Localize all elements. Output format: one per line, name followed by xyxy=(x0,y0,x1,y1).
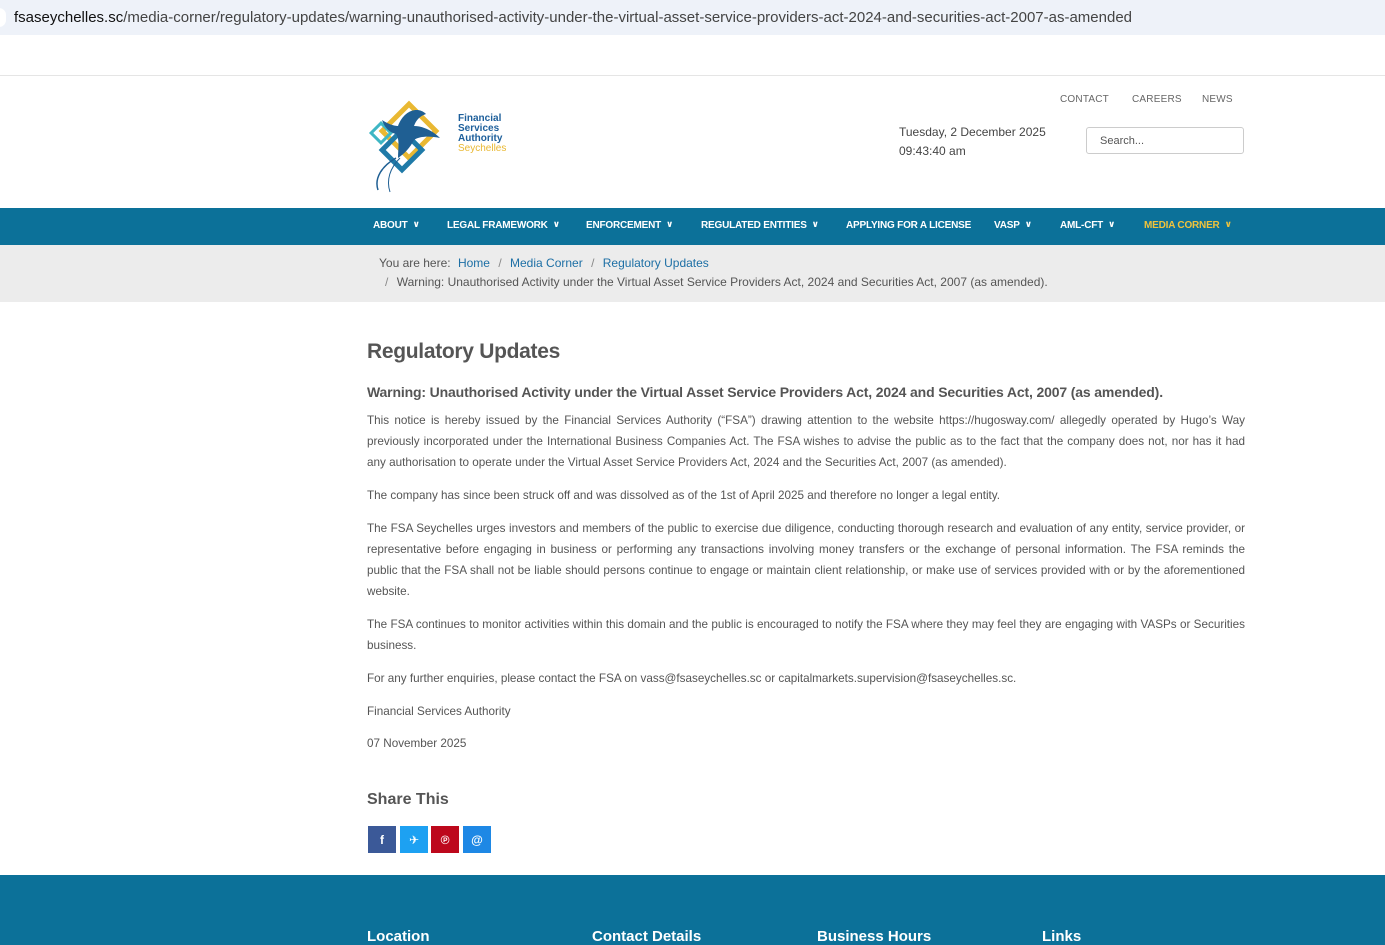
chevron-down-icon: ∨ xyxy=(1224,219,1232,229)
header-divider xyxy=(0,75,1385,76)
article-paragraph: The company has since been struck off and was dissolved as of the 1st of April 2025 and therefore no longer a legal entity. xyxy=(367,489,1001,502)
top-link-careers[interactable]: CAREERS xyxy=(1132,94,1182,105)
nav-item-media-corner[interactable] xyxy=(1144,220,1232,231)
footer-heading-contact-details: Contact Details xyxy=(592,928,702,945)
url-host: fsaseychelles.sc xyxy=(14,9,124,26)
nav-label: ABOUT xyxy=(373,220,408,231)
chevron-down-icon: ∨ xyxy=(811,219,819,229)
breadcrumb-current: Warning: Unauthorised Activity under the Virtual Asset Service Providers Act, 2024 and Securities Act, 2007 (as amended). xyxy=(396,275,1048,289)
article-paragraph: The FSA continues to monitor activities within this domain and the public is encouraged to notify the FSA where they may feel they are engaging with VASPs or Securities business. xyxy=(367,618,1245,652)
chevron-down-icon: ∨ xyxy=(1108,219,1116,229)
logo-line-2: Services xyxy=(458,123,500,134)
page-title: Regulatory Updates xyxy=(367,340,560,363)
breadcrumb xyxy=(0,245,1385,302)
footer-heading-links: Links xyxy=(1042,928,1082,945)
article-signature: Financial Services Authority xyxy=(367,705,511,718)
nav-item-about[interactable] xyxy=(373,220,420,231)
nav-label: REGULATED ENTITIES xyxy=(701,220,807,231)
logo-line-4: Seychelles xyxy=(458,143,507,154)
top-link-contact[interactable]: CONTACT xyxy=(1060,94,1109,105)
share-email-button[interactable] xyxy=(463,826,491,853)
nav-label: LEGAL FRAMEWORK xyxy=(447,220,548,231)
breadcrumb-separator: / xyxy=(591,256,595,270)
current-datetime xyxy=(899,123,1046,161)
share-pinterest-button[interactable] xyxy=(431,826,459,853)
footer-heading-business-hours: Business Hours xyxy=(817,928,932,945)
share-facebook-button[interactable] xyxy=(368,826,396,853)
logo-line-1: Financial xyxy=(458,113,502,124)
nav-item-regulated-entities[interactable] xyxy=(701,220,819,231)
nav-label: MEDIA CORNER xyxy=(1144,220,1220,231)
article-paragraph: The FSA Seychelles urges investors and members of the public to exercise due diligence, conducting thorough research and evaluation of any entity, service provider, or representative before engaging in business or performing any transactions involving money transfers or the exchange of personal information. The FSA reminds the public that the FSA shall not be liable should persons continue to engage or maintain client relationship, or make use of services provided with or by the aforementioned website. xyxy=(367,522,1245,598)
chevron-down-icon: ∨ xyxy=(552,219,560,229)
address-bar-url[interactable] xyxy=(14,9,1132,26)
nav-label: AML-CFT xyxy=(1060,220,1104,231)
nav-label: VASP xyxy=(994,220,1020,231)
twitter-icon: ✈ xyxy=(408,832,420,847)
breadcrumb-separator: / xyxy=(498,256,502,270)
logo-line-3: Authority xyxy=(458,133,503,144)
main-navigation xyxy=(0,208,1385,245)
breadcrumb-line-1 xyxy=(379,256,709,270)
nav-item-aml-cft[interactable] xyxy=(1060,220,1115,231)
share-twitter-button[interactable] xyxy=(400,826,428,853)
nav-item-vasp[interactable] xyxy=(994,220,1032,231)
chevron-down-icon: ∨ xyxy=(666,219,674,229)
site-footer xyxy=(0,875,1385,945)
url-path: /media-corner/regulatory-updates/warning-unauthorised-activity-under-the-virtual-asset-service-providers-act-2024-and-securities-act-2007-as-amended xyxy=(123,9,1133,26)
chevron-down-icon: ∨ xyxy=(412,219,420,229)
article-title: Warning: Unauthorised Activity under the Virtual Asset Service Providers Act, 2024 and Securities Act, 2007 (as amended). xyxy=(367,384,1163,400)
share-title: Share This xyxy=(367,791,449,808)
nav-label: ENFORCEMENT xyxy=(586,220,662,231)
article-date: 07 November 2025 xyxy=(367,737,467,750)
current-date: Tuesday, 2 December 2025 xyxy=(899,125,1046,139)
breadcrumb-prefix: You are here: xyxy=(379,256,451,270)
breadcrumb-media-corner[interactable]: Media Corner xyxy=(510,256,583,270)
breadcrumb-line-2 xyxy=(385,275,1048,289)
nav-label: APPLYING FOR A LICENSE xyxy=(846,220,972,231)
nav-item-enforcement[interactable] xyxy=(586,220,673,231)
breadcrumb-regulatory-updates[interactable]: Regulatory Updates xyxy=(602,256,709,270)
email-icon: @ xyxy=(471,832,483,847)
article-paragraph: For any further enquiries, please contact the FSA on vass@fsaseychelles.sc or capitalmarkets.supervision@fsaseychelles.sc. xyxy=(367,672,1017,685)
browser-address-bar[interactable] xyxy=(0,0,1385,35)
top-link-news[interactable]: NEWS xyxy=(1202,94,1233,105)
article-paragraph: This notice is hereby issued by the Financial Services Authority (“FSA”) drawing attention to the website https://hugosway.com/ allegedly operated by Hugo’s Way previously incorporated under the International Business Companies Act. The FSA wishes to advise the public as to the fact that the company does not, nor has it had any authorisation to operate under the Virtual Asset Service Providers Act, 2024 and the Securities Act, 2007 (as amended). xyxy=(367,414,1245,469)
breadcrumb-separator: / xyxy=(385,275,389,289)
footer-heading-location: Location xyxy=(367,928,430,945)
search-input[interactable] xyxy=(1086,127,1244,154)
current-time: 09:43:40 am xyxy=(899,144,966,158)
chevron-down-icon: ∨ xyxy=(1024,219,1032,229)
facebook-icon: f xyxy=(380,832,384,847)
nav-item-applying-for-a-license[interactable] xyxy=(846,220,971,231)
nav-item-legal-framework[interactable] xyxy=(447,220,560,231)
breadcrumb-home[interactable]: Home xyxy=(457,256,490,270)
fsa-logo-text xyxy=(458,114,506,154)
pinterest-icon: ℗ xyxy=(440,832,450,847)
address-bar-edge xyxy=(0,8,6,27)
